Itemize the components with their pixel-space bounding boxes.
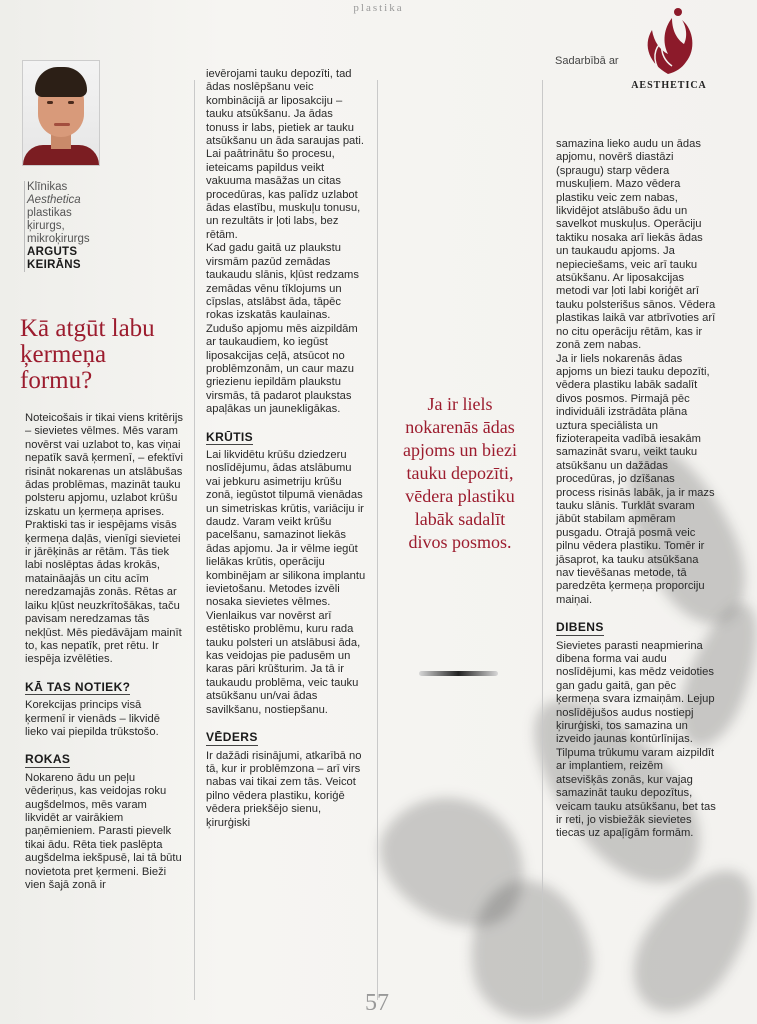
- section-heading: KĀ TAS NOTIEK?: [25, 679, 131, 694]
- intro-paragraph: Noteicošais ir tikai viens kritērijs – sievietes vēlmes. Mēs varam novērst vai uzlabot to, kas viņai nepatīk savā ķermenī, – efektīvi risināt nokarenas un atslābušas ādas problēmas, mazināt tauku polsteru apjomu, uzlabot krūšu izskatu un ķermeņa aprises. Praktiski tas ir iespējams visās ķermeņa daļās, vienīgi sievietei ir jārēķinās ar rētām. Tās tiek labi noslēptas ādas krokās, mataināajās un citu acīm neredzamajās zonās. Rētas ar laiku kļūst neuzkrītošākas, taču pavisam neredzamas tās nekļūst. Mēs piedāvājam mainīt to, kas nepatīk, pret rētu. Ir iespēja izvēlēties.: [25, 412, 183, 666]
- column-2: [206, 68, 366, 830]
- column-4: [556, 138, 716, 841]
- quote-underline: [419, 671, 498, 676]
- column-1: [25, 412, 183, 892]
- author-bio: [24, 181, 107, 272]
- page-number: 57: [365, 990, 389, 1016]
- section-label: plastika: [353, 2, 404, 14]
- body-paragraph: Lai likvidētu krūšu dziedzeru noslīdējumu, ādas atslābumu vai jebkuru asimetriju krūšu zonā, iegūstot tilpumā vienādas un simetriskas krūtis, variāciju ir daudz. Varam veikt krūšu pacelšanu, samazinot liekās ādas apjomu. Ja ir vēlme iegūt lielākas krūtis, operāciju kombinējam ar silikona implantu ievietošanu. Metodes izvēli nosaka sievietes vēlmes. Vienlaikus var novērst arī estētisko problēmu, kuru rada tauku polsteri un atslābusi āda, kas veidojas pie padusēm un karas pāri krūšturim. Ja tā ir taukaudu problēma, veic tauku atsūkšanu un/vai ādas savilkšanu, nostiepšanu.: [206, 448, 366, 716]
- column-divider: [377, 80, 378, 1000]
- body-paragraph: Sievietes parasti neapmierina dibena forma vai audu noslīdējumi, kas mēdz veidoties gan gadu gaitā, gan pēc ķermeņa svara izmaiņām. Lejup noslīdējušos audus nostiepj ķirurģiski, tos samazina un izveido jaunas kontūrlīnijas. Tilpuma trūkumu varam aizpildīt ar implantiem, reizēm atsevišķās zonās, kur vajag samazināt tauku depozītus, veicam tauku atsūkšanu, bet tas ir reti, jo visbiežāk sievietes tiecas uz apaļīgām formām.: [556, 639, 716, 840]
- body-paragraph: Kad gadu gaitā uz plaukstu virsmām pazūd zemādas taukaudu slānis, kļūst redzams zemādas vēnu tīklojums un cīpslas, atslābst āda, tāpēc rokas izskatās kaulainas. Zudušo apjomu mēs aizpildām ar taukaudiem, ko iegūst liposakcijas ceļā, atsūcot no problēmzonām, un caur mazu griezienu iepildām plaukstu virsmās, tā padarot plaukstas apaļākas un jaunekligākas.: [206, 242, 359, 416]
- column-divider: [542, 80, 543, 1000]
- author-first-name: ARGUTS: [27, 246, 78, 258]
- brand-name: AESTHETICA: [631, 80, 707, 91]
- section-heading: KRŪTIS: [206, 429, 254, 444]
- author-last-name: KEIRĀNS: [27, 259, 81, 271]
- body-paragraph: Korekcijas princips visā ķermenī ir vienāds – likvidē lieko vai piepilda trūkstošo.: [25, 699, 160, 738]
- section-heading: ROKAS: [25, 752, 71, 767]
- article-headline: Kā atgūt labu ķermeņa formu?: [20, 315, 155, 394]
- body-paragraph: Ja ir liels nokarenās ādas apjoms un biezi tauku depozīti, vēdera plastiku labāk sadalīt divos posmos. Pirmajā pēc individuāli izstrādāta plāna uztura speciālista un fizioterapeita vadībā iesakām samazināt svaru, veikt tauku atsūkšanu un dažādas procedūras, jo dzīšanas process risinās labāk, ja ir mazs tauku slānis. Turklāt svaram jābūt stabilam apmēram pusgadu. Otrajā posmā veic pilnu vēdera plastiku. Tomēr ir jāsaprot, ka tauku atsūkšana nav tievēšanas metode, tā paredzēta ķermeņa proporciju maiņai.: [556, 352, 715, 606]
- author-line: Klīnikas: [27, 181, 68, 193]
- section-heading: VĒDERS: [206, 730, 258, 745]
- author-line: mikroķirurgs: [27, 233, 90, 245]
- author-clinic: Aesthetica: [27, 194, 81, 206]
- body-paragraph: Ir dažādi risinājumi, atkarībā no tā, kur ir problēmzona – arī virs nabas vai tikai zem tās. Veicot pilno vēdera plastiku, koriģē vēdera priekšējo sienu, ķirurģiski: [206, 749, 362, 829]
- section-heading: DIBENS: [556, 620, 604, 635]
- author-line: ķirurgs,: [27, 220, 65, 232]
- body-paragraph: samazina lieko audu un ādas apjomu, novērš diastāzi (spraugu) starp vēdera muskuļiem. Mazo vēdera plastiku veic zem nabas, likvidējot atslābušo ādu un savelkot muskuļus. Operāciju taktiku nosaka arī liekās ādas un taukaudu apjoms. Ja nepieciešams, veic arī tauku atsūkšanu. Ar liposakcijas metodi var ļoti labi koriģēt arī tauku polsterišus sānos. Vēdera plastikas laikā var atbrīvoties arī no citu operāciju rētām, kas ir zonā zem nabas.: [556, 138, 716, 352]
- column-divider: [194, 80, 195, 1000]
- body-paragraph: Nokareno ādu un peļu vēderiņus, kas veidojas roku augšdelmos, mēs varam likvidēt ar vairākiem paņēmieniem. Parasti pievelk tikai ādu. Rēta tiek paslēpta augšdelma iekšpusē, lai tā būtu novietota pret ķermeni. Bieži vien šajā zonā ir: [25, 771, 182, 891]
- body-paragraph: ievērojami tauku depozīti, tad ādas noslēpšanu veic kombinācijā ar liposakciju – tauku atsūkšanu. Ja ādas tonuss ir labs, pietiek ar tauku atsūkšanu un āda saraujas pati. Lai paātrinātu šo procesu, ieteicams papildus veikt vakuuma masāžas un citas procedūras, kas palīdz uzlabot ādas elastību, muskuļu tonusu, un rezultāts ir ļoti labs, bez rētām.: [206, 68, 364, 241]
- author-line: plastikas: [27, 207, 72, 219]
- pull-quote: Ja ir liels nokarenās ādas apjoms un biezi tauku depozīti, vēdera plastiku labāk sadalīt divos posmos.: [403, 394, 517, 552]
- collaboration-label: Sadarbībā ar: [555, 55, 619, 67]
- author-photo: [22, 60, 100, 166]
